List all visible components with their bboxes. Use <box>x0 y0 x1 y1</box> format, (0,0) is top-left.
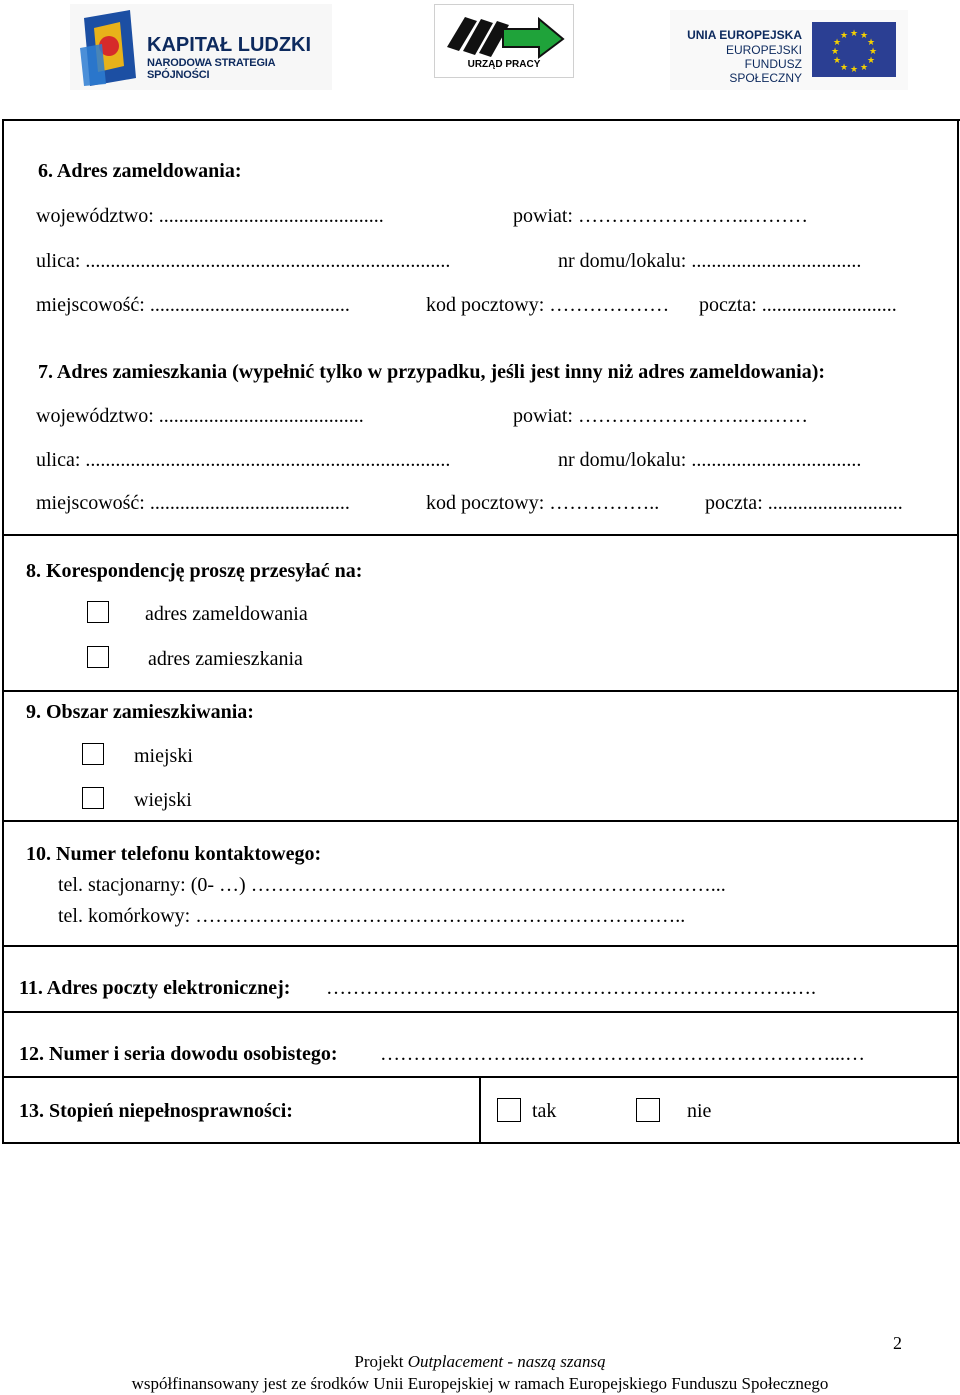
frame-left <box>2 119 4 1144</box>
s6-ulica-field[interactable]: ulica: ......................................................................... <box>36 250 451 272</box>
s9-title: 9. Obszar zamieszkiwania: <box>26 701 254 723</box>
svg-text:★: ★ <box>832 38 842 48</box>
svg-text:★: ★ <box>830 47 840 57</box>
urzad-pracy-arrow-icon <box>443 11 567 59</box>
s6-nr-domu-field[interactable]: nr domu/lokalu: .................................. <box>558 250 862 272</box>
eu-logo <box>670 10 908 90</box>
svg-text:★: ★ <box>839 31 849 41</box>
s8-zamieszkania-label: adres zamieszkania <box>148 648 303 670</box>
s6-powiat-field[interactable]: powiat: ……………………..……… <box>513 205 808 227</box>
s6-miejscowosc-field[interactable]: miejscowość: ........................................ <box>36 294 350 316</box>
page-number: 2 <box>893 1333 902 1353</box>
urzad-pracy-label: URZĄD PRACY <box>467 59 541 70</box>
s13-tak-label: tak <box>532 1100 557 1122</box>
s11-title: 11. Adres poczty elektronicznej: <box>19 977 291 999</box>
s6-wojewodztwo-field[interactable]: województwo: ............................................. <box>36 205 384 227</box>
s7-poczta-field[interactable]: poczta: ........................... <box>705 492 903 514</box>
eu-flag-icon <box>812 22 896 77</box>
svg-text:★: ★ <box>839 63 849 73</box>
s7-ulica-field[interactable]: ulica: ......................................................................... <box>36 449 451 471</box>
s7-wojewodztwo-field[interactable]: województwo: ......................................... <box>36 405 364 427</box>
s8-zameldowania-label: adres zameldowania <box>145 603 308 625</box>
s10-title: 10. Numer telefonu kontaktowego: <box>26 843 322 865</box>
divider-s12 <box>2 1011 959 1013</box>
s13-tak-checkbox[interactable] <box>497 1098 521 1122</box>
s10-tel-stacjonarny-field[interactable]: tel. stacjonarny: (0- …) ……………………………………………………………... <box>58 874 726 896</box>
divider-s11 <box>2 945 959 947</box>
s6-poczta-field[interactable]: poczta: ........................... <box>699 294 897 316</box>
svg-text:★: ★ <box>868 47 878 57</box>
s7-nr-domu-field[interactable]: nr domu/lokalu: .................................. <box>558 449 862 471</box>
s9-miejski-label: miejski <box>134 745 193 767</box>
s6-kod-field[interactable]: kod pocztowy: ……………… <box>426 294 670 316</box>
s13-nie-label: nie <box>687 1100 712 1122</box>
s8-title: 8. Korespondencję proszę przesyłać na: <box>26 560 363 582</box>
frame-right <box>957 119 959 1144</box>
svg-text:★: ★ <box>866 38 876 48</box>
divider-s10 <box>2 820 959 822</box>
svg-text:★: ★ <box>859 63 869 73</box>
svg-text:★: ★ <box>849 65 859 75</box>
s11-email-field[interactable]: …………………………………………………………….…. <box>326 977 816 999</box>
kapital-ludzki-title: KAPITAŁ LUDZKI <box>147 34 312 56</box>
s8-zamieszkania-checkbox[interactable] <box>87 646 109 668</box>
s12-title: 12. Numer i seria dowodu osobistego: <box>19 1043 338 1065</box>
s8-zameldowania-checkbox[interactable] <box>87 601 109 623</box>
kapital-ludzki-subtitle: NARODOWA STRATEGIA SPÓJNOŚCI <box>147 57 275 81</box>
svg-text:★: ★ <box>859 31 869 41</box>
urzad-pracy-logo <box>434 4 574 78</box>
kapital-ludzki-logo <box>70 4 332 90</box>
eu-line2: EUROPEJSKI <box>725 43 802 57</box>
s7-powiat-field[interactable]: powiat: …………………….….…… <box>513 405 808 427</box>
svg-text:★: ★ <box>832 56 842 66</box>
eu-line3: FUNDUSZ SPOŁECZNY <box>729 57 802 85</box>
divider-s9 <box>2 690 959 692</box>
s9-wiejski-label: wiejski <box>134 789 192 811</box>
s7-kod-field[interactable]: kod pocztowy: …………….. <box>426 492 660 514</box>
s7-title: 7. Adres zamieszkania (wypełnić tylko w przypadku, jeśli jest inny niż adres zameldowania): <box>38 361 826 383</box>
s12-id-field[interactable]: …………………..………………………………………...… <box>380 1043 865 1065</box>
footer-line1 <box>0 1352 960 1372</box>
s13-title: 13. Stopień niepełnosprawności: <box>19 1100 293 1122</box>
s7-miejscowosc-field[interactable]: miejscowość: ........................................ <box>36 492 350 514</box>
s13-column-divider <box>479 1076 481 1144</box>
footer-project-label: Projekt <box>354 1352 408 1371</box>
divider-s8 <box>2 534 959 536</box>
eu-line1: UNIA EUROPEJSKA <box>687 28 802 42</box>
frame-bottom <box>2 1142 960 1144</box>
s13-nie-checkbox[interactable] <box>636 1098 660 1122</box>
footer-line2: współfinansowany jest ze środków Unii Europejskiej w ramach Europejskiego Funduszu Społecznego <box>131 1374 829 1393</box>
s9-wiejski-checkbox[interactable] <box>82 787 104 809</box>
footer-project-name: Outplacement - naszą szansą <box>407 1352 606 1371</box>
s10-tel-komorkowy-field[interactable]: tel. komórkowy: ……………………………………………………………….. <box>58 905 686 927</box>
kapital-ludzki-emblem-icon <box>76 8 142 88</box>
s9-miejski-checkbox[interactable] <box>82 743 104 765</box>
frame-top <box>2 119 960 121</box>
svg-text:★: ★ <box>866 56 876 66</box>
svg-text:★: ★ <box>849 29 859 39</box>
s6-title: 6. Adres zameldowania: <box>38 160 242 182</box>
